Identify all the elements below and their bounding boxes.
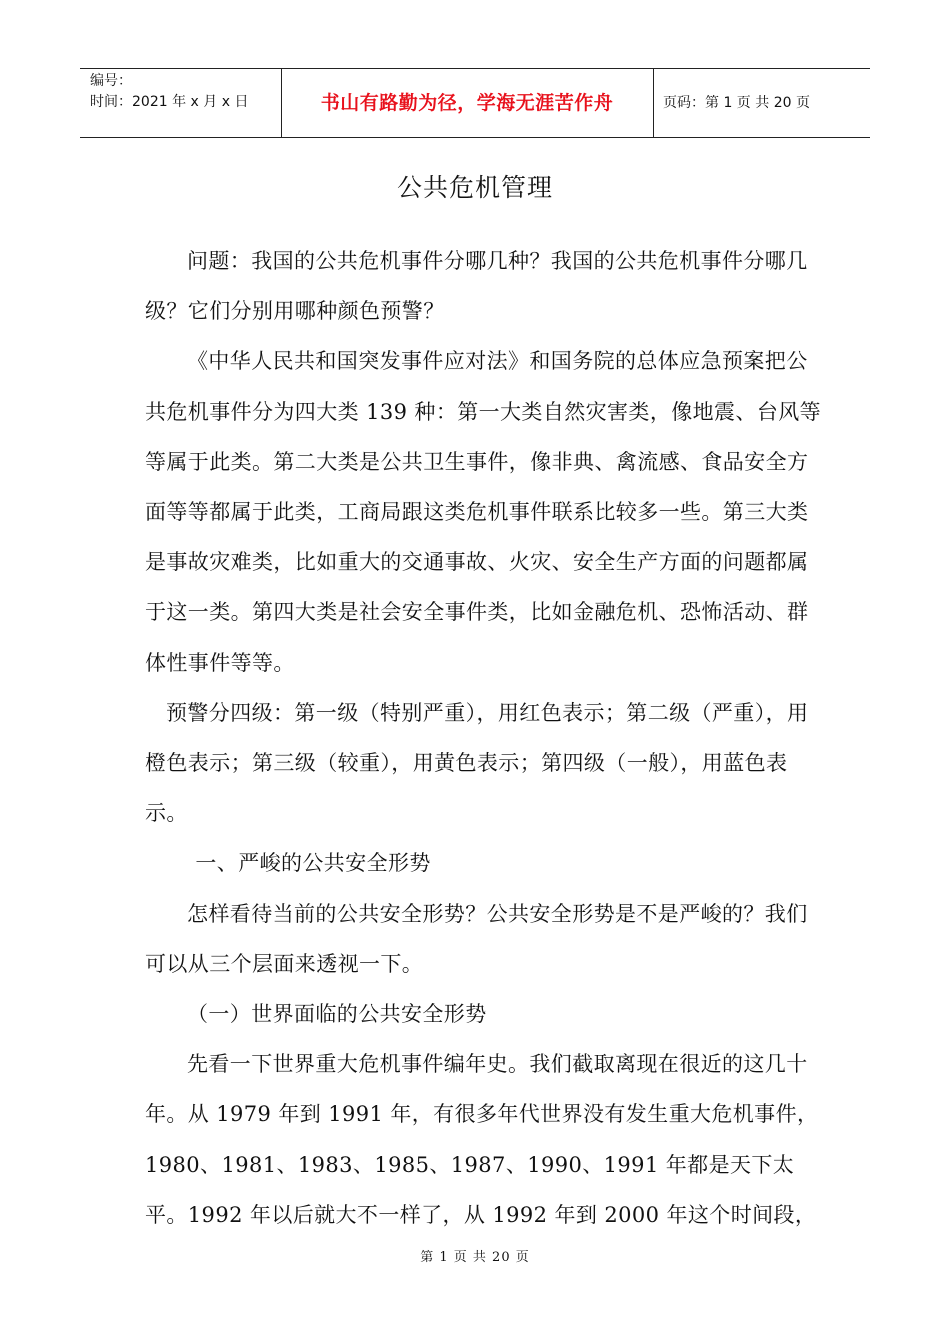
document-body <box>145 236 825 1240</box>
number-label: 编号： <box>90 73 132 89</box>
page-footer: 第 1 页 共 20 页 <box>420 1250 530 1265</box>
header-page-info: 页码：第 1 页 共 20 页 <box>663 95 810 111</box>
paragraph-history: 先看一下世界重大危机事件编年史。我们截取离现在很近的这几十年。从 1979 年到 1991 年，有很多年代世界没有发生重大危机事件，1980、1981、1983、1985、1987、1990、1991 年都是天下太平。1992 年以后就大不一样了，从 1992 年到 2000 年这个时间段， <box>145 1052 819 1227</box>
paragraph-warning-levels: 预警分四级：第一级（特别严重），用红色表示；第二级（严重），用橙色表示；第三级（较重），用黄色表示；第四级（一般），用蓝色表示。 <box>145 700 809 826</box>
section-heading: 一、严峻的公共安全形势 <box>195 851 431 876</box>
paragraph-situation: 怎样看待当前的公共安全形势？公共安全形势是不是严峻的？我们可以从三个层面来透视一下。 <box>145 901 808 976</box>
document-title: 公共危机管理 <box>396 173 553 202</box>
paragraph-question: 问题：我国的公共危机事件分哪几种？我国的公共危机事件分哪几级？它们分别用哪种颜色预警？ <box>145 249 808 324</box>
document-header <box>80 68 870 138</box>
header-meta <box>90 71 280 113</box>
header-divider-right <box>653 69 654 137</box>
paragraph-categories: 《中华人民共和国突发事件应对法》和国务院的总体应急预案把公共危机事件分为四大类 139 种：第一大类自然灾害类，像地震、台风等等属于此类。第二大类是公共卫生事件，像非典、禽流感、食品安全方面等等都属于此类，工商局跟这类危机事件联系比较多一些。第三大类是事故灾难类，比如重大的交通事故、火灾、安全生产方面的问题都属于这一类。第四大类是社会安全事件类，比如金融危机、恐怖活动、群体性事件等等。 <box>145 349 822 675</box>
subsection-heading: （一）世界面临的公共安全形势 <box>187 1002 487 1027</box>
header-motto: 书山有路勤为径，学海无涯苦作舟 <box>320 92 614 114</box>
time-label: 时间：2021 年 x 月 x 日 <box>90 94 249 110</box>
